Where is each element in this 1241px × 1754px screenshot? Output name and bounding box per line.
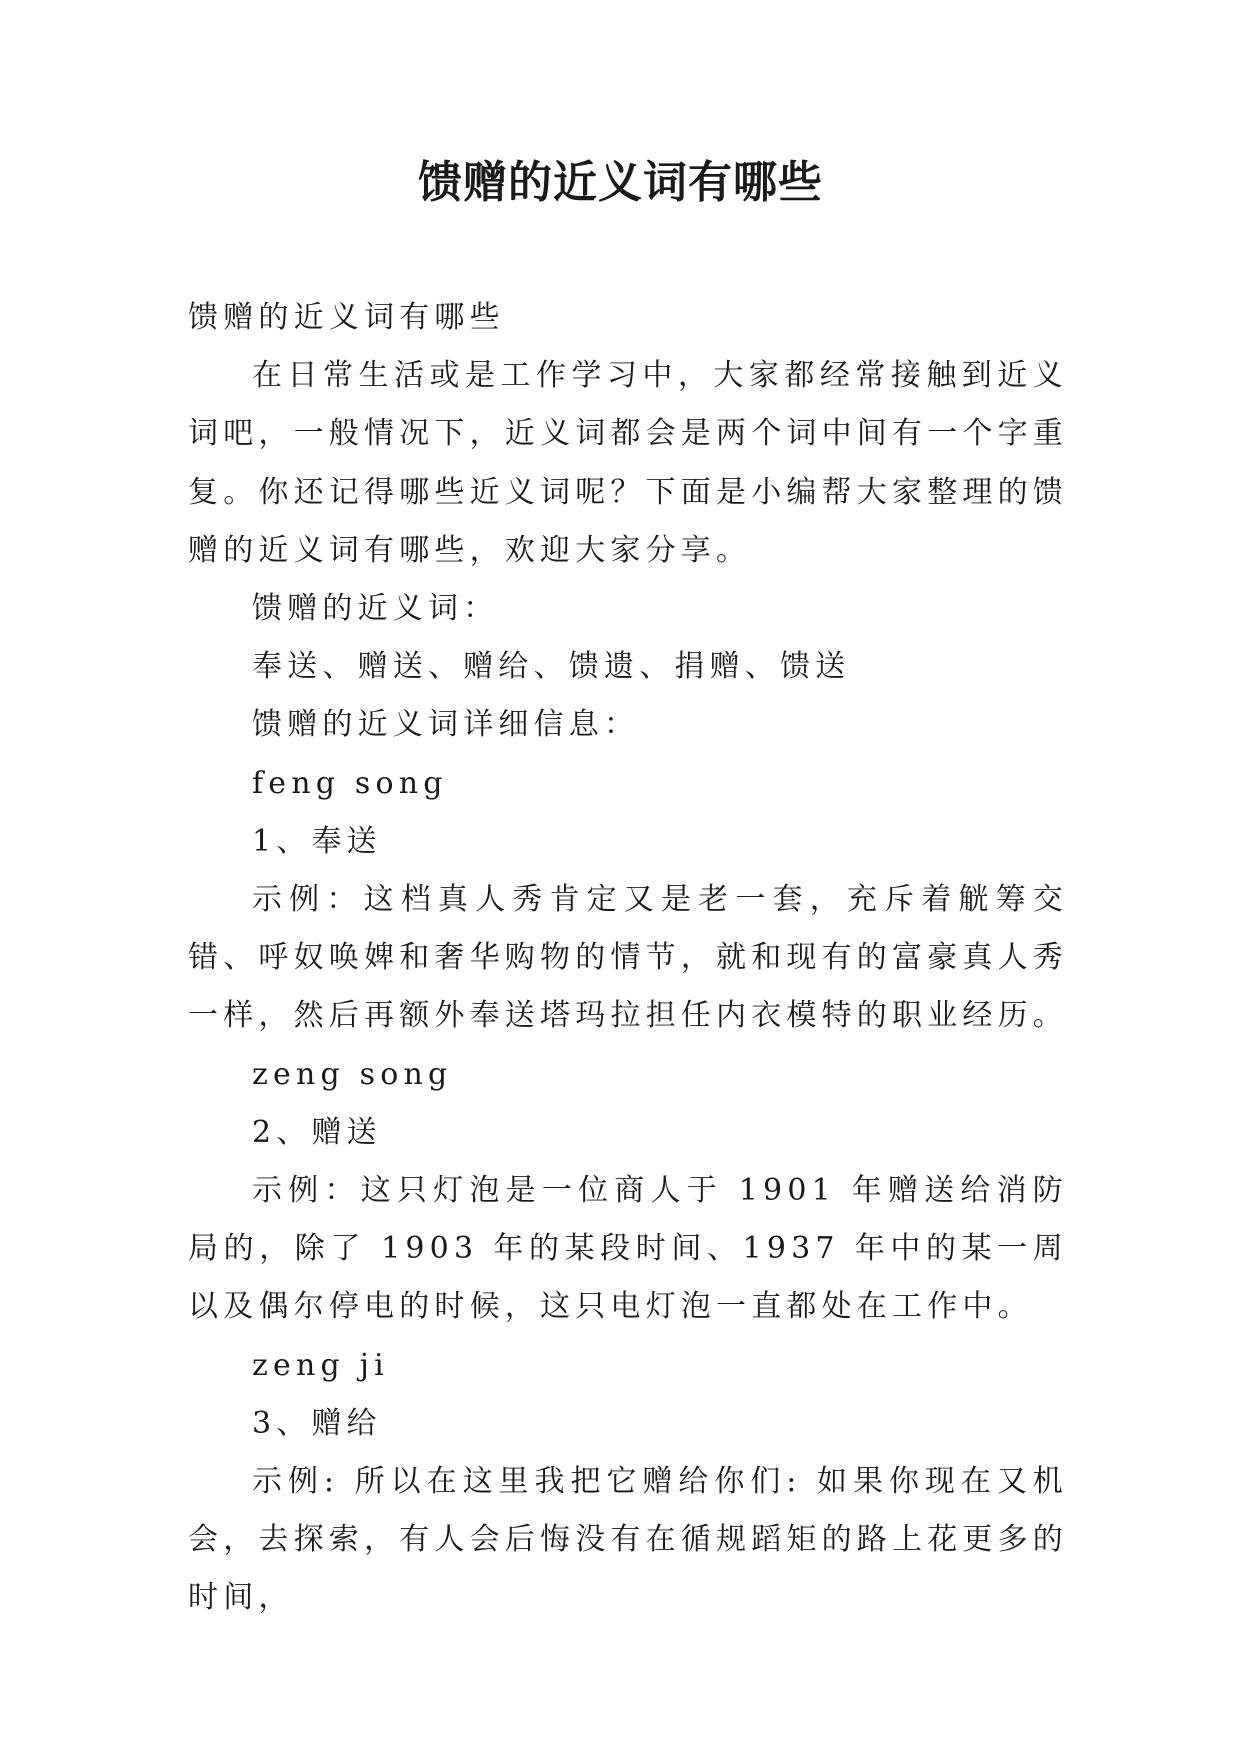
pinyin-zeng-ji: zeng ji [252, 1347, 389, 1383]
entry-heading-1: 1、奉送 [252, 823, 382, 859]
document-title: 馈赠的近义词有哪些 [418, 157, 823, 208]
pinyin-zeng-song: zeng song [252, 1056, 453, 1092]
entry-heading-2: 2、赠送 [252, 1114, 382, 1150]
document-body [188, 289, 1068, 1628]
details-heading: 馈赠的近义词详细信息： [252, 707, 640, 743]
entry-heading-3: 3、赠给 [252, 1405, 382, 1441]
entry-example-3: 示例: 所以在这里我把它赠给你们: 如果你现在又机会，去探索，有人会后悔没有在循规蹈矩的路上花更多的时间， [188, 1464, 1068, 1616]
entry-example-1: 示例：这档真人秀肯定又是老一套，充斥着觥筹交错、呼奴唤婢和奢华购物的情节，就和现有的富豪真人秀一样，然后再额外奉送塔玛拉担任内衣模特的职业经历。 [188, 882, 1068, 1034]
intro-heading: 馈赠的近义词有哪些 [188, 300, 505, 335]
pinyin-feng-song: feng song [252, 765, 448, 801]
entry-example-2: 示例：这只灯泡是一位商人于 1901 年赠送给消防局的，除了 1903 年的某段时间、1937 年中的某一周以及偶尔停电的时候，这只电灯泡一直都处在工作中。 [188, 1173, 1068, 1325]
synonyms-heading: 馈赠的近义词： [252, 591, 499, 627]
intro-paragraph: 在日常生活或是工作学习中，大家都经常接触到近义词吧，一般情况下，近义词都会是两个词中间有一个字重复。你还记得哪些近义词呢？下面是小编帮大家整理的馈赠的近义词有哪些，欢迎大家分享。 [188, 358, 1068, 568]
synonyms-list: 奉送、赠送、赠给、馈遗、捐赠、馈送 [252, 649, 851, 685]
